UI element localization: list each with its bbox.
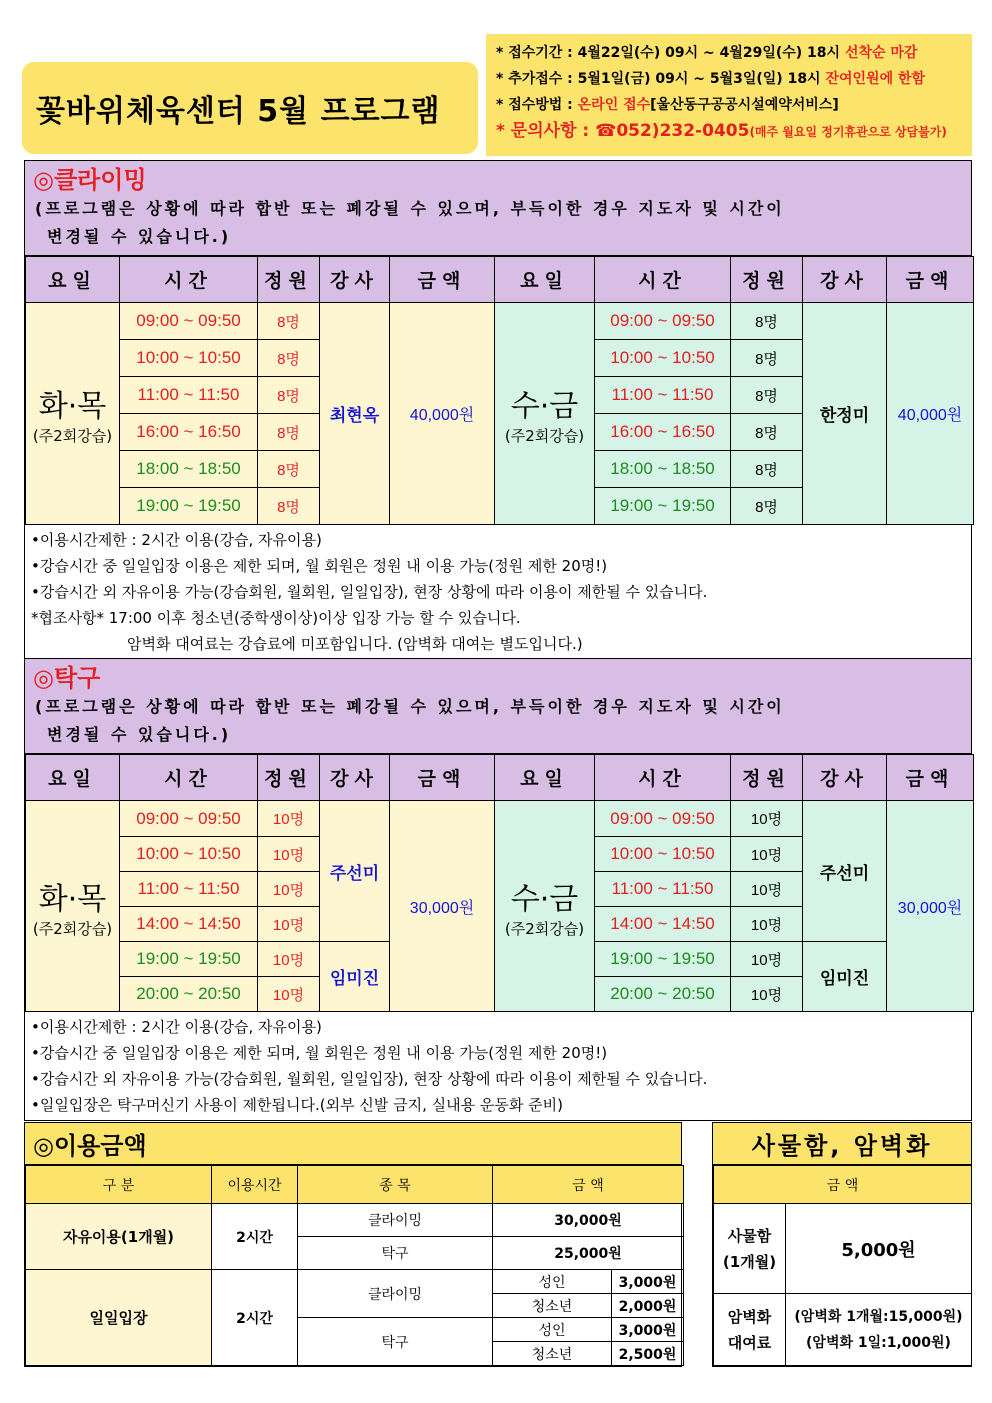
tabletennis-title: ◎탁구 [33, 664, 101, 692]
fee-item-tabletennis: 탁구 [298, 1318, 493, 1366]
day-cell-wed-fri [495, 801, 595, 1012]
day-label: 화·목 [38, 389, 107, 424]
page-title-text: 꽃바위체육센터 5월 프로그램 [36, 94, 441, 129]
tabletennis-header [25, 659, 971, 754]
info-method-label: * 접수방법 : [496, 97, 578, 113]
capacity-value: 8명 [731, 414, 803, 451]
capacity-value: 8명 [258, 303, 320, 340]
fee-item-climbing: 클라이밍 [298, 1204, 493, 1237]
capacity-value: 8명 [731, 303, 803, 340]
time-slot: 16:00 ~ 16:50 [120, 414, 258, 451]
note-item: •강습시간 중 일일입장 이용은 제한 되며, 월 회원은 정원 내 이용 가능(정원 제한 20명!) [31, 1044, 608, 1062]
fee-age-youth: 청소년 [493, 1342, 612, 1366]
fee-item-climbing: 클라이밍 [298, 1270, 493, 1318]
col-instructor: 강사 [320, 755, 390, 801]
shoes-price-month: (암벽화 1개월:15,000원) [794, 1308, 963, 1325]
fee-age-youth: 청소년 [493, 1294, 612, 1318]
fee-price: 30,000원 [493, 1204, 684, 1237]
col-capacity: 정원 [258, 755, 320, 801]
time-slot: 09:00 ~ 09:50 [595, 801, 731, 837]
capacity-value: 8명 [258, 488, 320, 525]
climbing-title: ◎클라이밍 [33, 166, 147, 194]
fee-price: 2,000원 [612, 1294, 684, 1318]
locker-label-1: 사물함 [727, 1226, 772, 1245]
day-sub-label: (주2회강습) [504, 919, 585, 938]
instructor-name: 한정미 [803, 303, 887, 525]
climbing-desc-2: 변경될 수 있습니다.) [47, 227, 232, 246]
day-cell-wed-fri [495, 303, 595, 525]
time-slot: 11:00 ~ 11:50 [120, 377, 258, 414]
price-value: 40,000원 [887, 303, 974, 525]
time-slot: 10:00 ~ 10:50 [120, 837, 258, 872]
time-slot: 11:00 ~ 11:50 [595, 872, 731, 907]
col-day: 요일 [26, 257, 120, 303]
locker-label-2: (1개월) [722, 1252, 777, 1271]
col-price: 금액 [390, 755, 495, 801]
day-cell-tue-thu [26, 303, 120, 525]
tabletennis-section [24, 658, 972, 1121]
capacity-value: 8명 [258, 340, 320, 377]
info-method-service: [울산동구공공시설예약서비스] [650, 97, 839, 113]
fee-price: 2,500원 [612, 1342, 684, 1366]
capacity-value: 8명 [258, 377, 320, 414]
info-contact-note: (매주 월요일 정기휴관으로 상담불가) [749, 125, 947, 139]
locker-label [714, 1204, 786, 1294]
time-slot: 10:00 ~ 10:50 [595, 340, 731, 377]
price-value: 30,000원 [390, 801, 495, 1012]
time-slot: 09:00 ~ 09:50 [595, 303, 731, 340]
capacity-value: 10명 [731, 801, 803, 837]
day-label: 화·목 [38, 881, 107, 917]
time-slot: 20:00 ~ 20:50 [595, 977, 731, 1012]
time-slot: 19:00 ~ 19:50 [595, 942, 731, 977]
fee-col-time: 이용시간 [212, 1166, 298, 1204]
col-time: 시간 [595, 755, 731, 801]
time-slot: 11:00 ~ 11:50 [120, 872, 258, 907]
instructor-name: 임미진 [320, 942, 390, 1012]
info-line-period [496, 40, 962, 66]
fee-daily-label: 일일입장 [26, 1270, 212, 1366]
climbing-notes [25, 525, 971, 659]
day-cell-tue-thu [26, 801, 120, 1012]
capacity-value: 10명 [258, 872, 320, 907]
time-slot: 19:00 ~ 19:50 [120, 942, 258, 977]
fee-duration: 2시간 [212, 1270, 298, 1366]
capacity-value: 8명 [731, 488, 803, 525]
time-slot: 19:00 ~ 19:50 [120, 488, 258, 525]
capacity-value: 8명 [258, 451, 320, 488]
fee-table [25, 1165, 684, 1366]
time-slot: 18:00 ~ 18:50 [595, 451, 731, 488]
info-method-online: 온라인 접수 [577, 97, 651, 113]
note-item: •강습시간 외 자유이용 가능(강습회원, 월회원, 일일입장), 현장 상황에 따라 이용이 제한될 수 있습니다. [31, 1070, 708, 1088]
col-day: 요일 [495, 257, 595, 303]
time-slot: 11:00 ~ 11:50 [595, 377, 731, 414]
col-price: 금액 [390, 257, 495, 303]
locker-section [712, 1122, 972, 1367]
tabletennis-desc-2: 변경될 수 있습니다.) [47, 725, 232, 744]
time-slot: 09:00 ~ 09:50 [120, 303, 258, 340]
page-title [22, 62, 478, 154]
locker-title [713, 1123, 971, 1165]
capacity-value: 10명 [258, 942, 320, 977]
price-value: 30,000원 [887, 801, 974, 1012]
tabletennis-desc-1: (프로그램은 상황에 따라 합반 또는 폐강될 수 있으며, 부득이한 경우 지도자 및 시간이 [35, 697, 785, 716]
capacity-value: 8명 [731, 340, 803, 377]
capacity-value: 10명 [258, 801, 320, 837]
price-value: 40,000원 [390, 303, 495, 525]
info-line-method [496, 92, 962, 118]
note-item: •이용시간제한 : 2시간 이용(강습, 자유이용) [31, 1018, 322, 1036]
info-period-note: 선착순 마감 [844, 45, 918, 61]
note-item: 암벽화 대여료는 강습료에 미포함입니다. (암벽화 대여는 별도입니다.) [127, 635, 583, 653]
col-time: 시간 [120, 755, 258, 801]
tabletennis-notes [25, 1012, 971, 1120]
instructor-name: 주선미 [803, 801, 887, 942]
climbing-desc-1: (프로그램은 상황에 따라 합반 또는 폐강될 수 있으며, 부득이한 경우 지도자 및 시간이 [35, 199, 785, 218]
col-instructor: 강사 [803, 257, 887, 303]
info-contact-label: * 문의사항 : [496, 121, 596, 141]
fee-col-price: 금 액 [493, 1166, 684, 1204]
fee-col-type: 구 분 [26, 1166, 212, 1204]
instructor-name: 최현옥 [320, 303, 390, 525]
locker-price: 5,000원 [786, 1204, 972, 1294]
locker-table [713, 1165, 972, 1366]
col-day: 요일 [26, 755, 120, 801]
col-instructor: 강사 [320, 257, 390, 303]
time-slot: 16:00 ~ 16:50 [595, 414, 731, 451]
time-slot: 10:00 ~ 10:50 [120, 340, 258, 377]
col-capacity: 정원 [731, 755, 803, 801]
note-item: •강습시간 중 일일입장 이용은 제한 되며, 월 회원은 정원 내 이용 가능(정원 제한 20명!) [31, 557, 608, 575]
note-item: •강습시간 외 자유이용 가능(강습회원, 월회원, 일일입장), 현장 상황에 따라 이용이 제한될 수 있습니다. [31, 583, 708, 601]
info-extra-note: 잔여인원에 한함 [825, 71, 926, 87]
col-instructor: 강사 [803, 755, 887, 801]
capacity-value: 8명 [731, 451, 803, 488]
capacity-value: 8명 [258, 414, 320, 451]
fee-item-tabletennis: 탁구 [298, 1237, 493, 1270]
col-capacity: 정원 [258, 257, 320, 303]
capacity-value: 10명 [258, 977, 320, 1012]
capacity-value: 10명 [731, 942, 803, 977]
note-item: •일일입장은 탁구머신기 사용이 제한됩니다.(외부 신발 금지, 실내용 운동화 준비) [31, 1096, 563, 1114]
day-label: 수·금 [510, 881, 579, 917]
capacity-value: 10명 [731, 977, 803, 1012]
fee-duration: 2시간 [212, 1204, 298, 1270]
col-price: 금액 [887, 755, 974, 801]
time-slot: 14:00 ~ 14:50 [595, 907, 731, 942]
fee-age-adult: 성인 [493, 1270, 612, 1294]
time-slot: 19:00 ~ 19:50 [595, 488, 731, 525]
day-sub-label: (주2회강습) [32, 919, 113, 938]
day-sub-label: (주2회강습) [32, 427, 113, 445]
locker-title-text: 사물함, 암벽화 [751, 1132, 933, 1160]
shoes-label-2: 대여료 [727, 1333, 772, 1352]
fee-price: 25,000원 [493, 1237, 684, 1270]
fee-price: 3,000원 [612, 1318, 684, 1342]
climbing-schedule-table [25, 256, 974, 525]
shoes-price [786, 1294, 972, 1366]
instructor-name: 주선미 [320, 801, 390, 942]
fee-age-adult: 성인 [493, 1318, 612, 1342]
fee-title-text: ◎이용금액 [33, 1132, 147, 1160]
shoes-label-1: 암벽화 [727, 1307, 772, 1326]
shoes-price-day: (암벽화 1일:1,000원) [806, 1334, 951, 1351]
info-extra-label: * 추가접수 : 5월1일(금) 09시 ~ 5월3일(일) 18시 [496, 71, 826, 87]
instructor-name: 임미진 [803, 942, 887, 1012]
capacity-value: 10명 [731, 872, 803, 907]
info-line-extra [496, 66, 962, 92]
locker-col-price: 금 액 [714, 1166, 972, 1204]
capacity-value: 10명 [258, 907, 320, 942]
time-slot: 09:00 ~ 09:50 [120, 801, 258, 837]
col-time: 시간 [595, 257, 731, 303]
col-price: 금액 [887, 257, 974, 303]
time-slot: 10:00 ~ 10:50 [595, 837, 731, 872]
fee-price: 3,000원 [612, 1270, 684, 1294]
col-day: 요일 [495, 755, 595, 801]
capacity-value: 10명 [731, 907, 803, 942]
shoes-label [714, 1294, 786, 1366]
tabletennis-schedule-table [25, 754, 974, 1012]
info-period-label: * 접수기간 : 4월22일(수) 09시 ~ 4월29일(수) 18시 [496, 45, 845, 61]
col-time: 시간 [120, 257, 258, 303]
fee-section [24, 1122, 682, 1367]
time-slot: 18:00 ~ 18:50 [120, 451, 258, 488]
fee-title [25, 1123, 681, 1165]
climbing-header [25, 161, 971, 256]
capacity-value: 10명 [258, 837, 320, 872]
fee-free-label: 자유이용(1개월) [26, 1204, 212, 1270]
info-contact-phone: ☎052)232-0405 [595, 121, 750, 141]
info-line-contact [496, 118, 962, 145]
time-slot: 20:00 ~ 20:50 [120, 977, 258, 1012]
col-capacity: 정원 [731, 257, 803, 303]
climbing-section [24, 160, 972, 660]
time-slot: 14:00 ~ 14:50 [120, 907, 258, 942]
day-label: 수·금 [510, 389, 579, 424]
day-sub-label: (주2회강습) [504, 427, 585, 445]
fee-col-item: 종 목 [298, 1166, 493, 1204]
capacity-value: 8명 [731, 377, 803, 414]
registration-info [486, 34, 972, 156]
note-item: *협조사항* 17:00 이후 청소년(중학생이상)이상 입장 가능 할 수 있습니다. [31, 609, 521, 627]
capacity-value: 10명 [731, 837, 803, 872]
note-item: •이용시간제한 : 2시간 이용(강습, 자유이용) [31, 531, 322, 549]
